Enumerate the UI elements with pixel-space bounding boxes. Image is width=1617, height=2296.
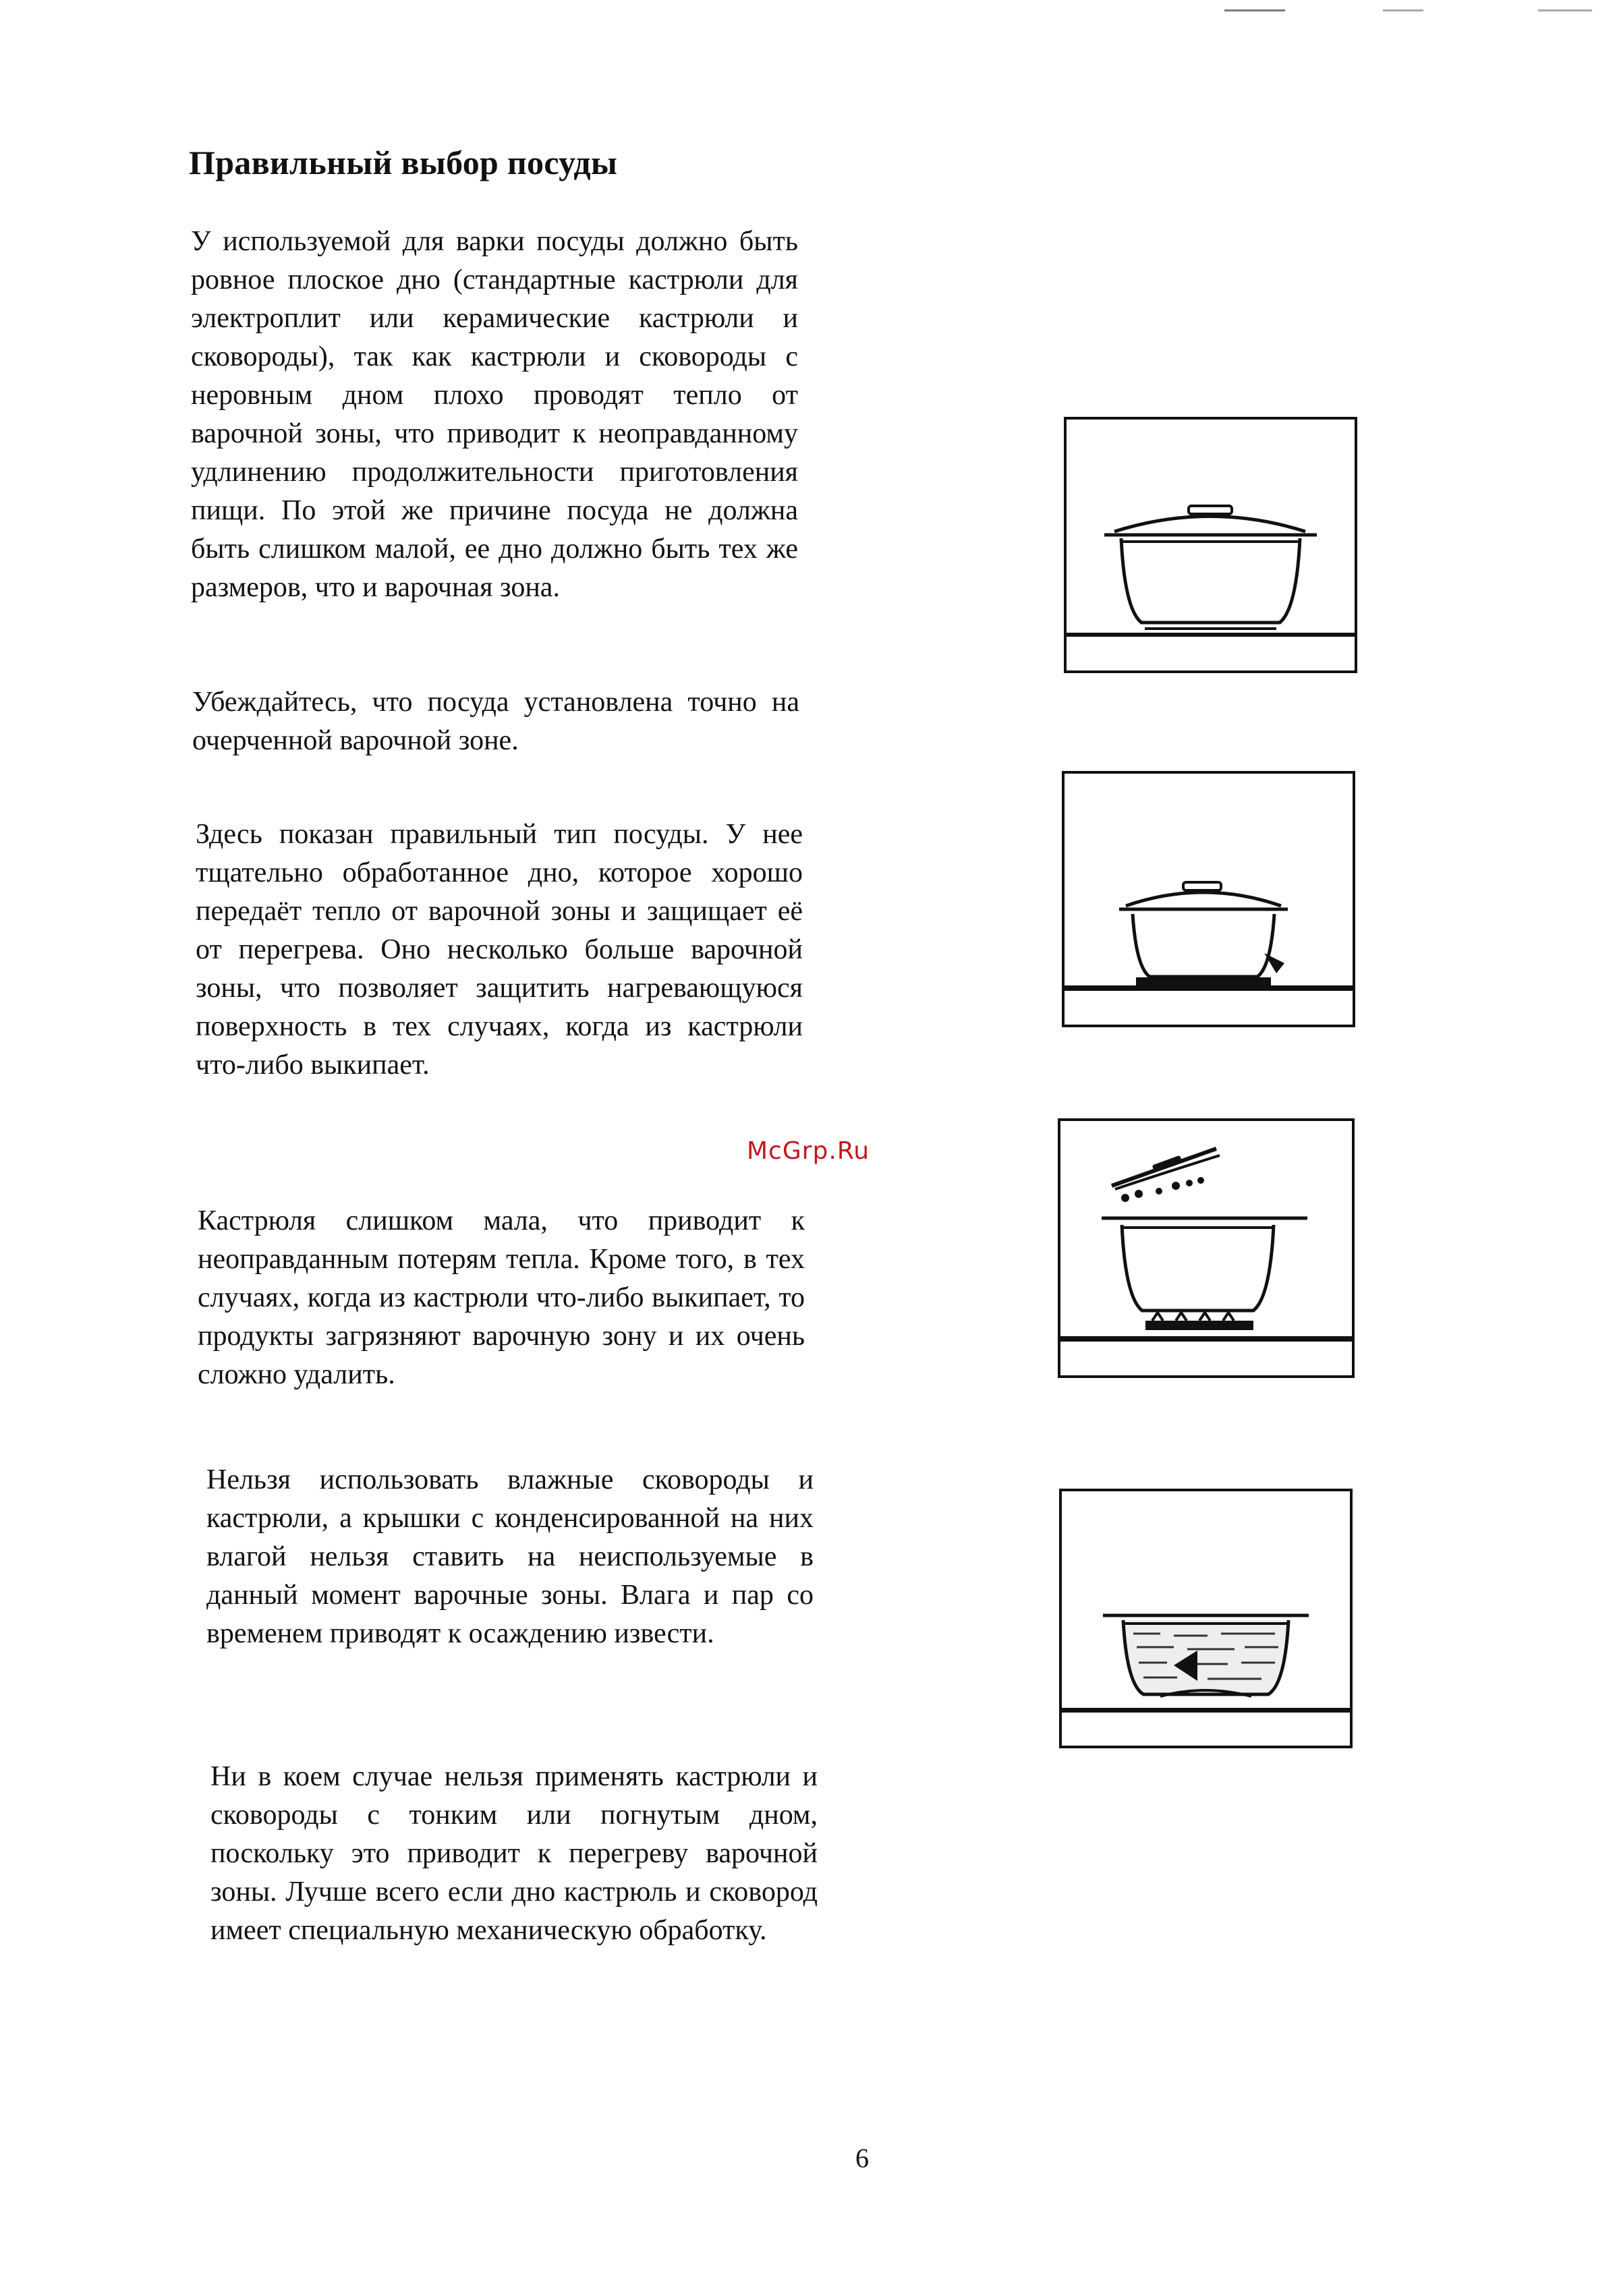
scan-mark (1538, 9, 1592, 11)
pot-correct-illustration (1064, 417, 1357, 673)
paragraph-flat-bottom: У используемой для варки посуды должно быть ровное плоское дно (стандартные кастрюли для электроплит или керамические кастрюли и сковороды), так как кастрюли и сковороды с неровным дном плохо проводят тепло от варочной зоны, что приводит к неоправданному удлинению продолжительности приготовления пищи. По этой же причине посуда не должна быть слишком малой, ее дно должно быть тех же размеров, что и варочная зона. (191, 226, 798, 603)
pot-wet-illustration (1059, 1489, 1353, 1748)
watermark: McGrp.Ru (747, 1137, 870, 1165)
pot-too-small-illustration (1058, 1118, 1355, 1378)
paragraph-wet-cookware: Нельзя использовать влажные сковороды и кастрюли, а крышки с конденсированной на них влагой нельзя ставить на неиспользуемые в данный момент варочные зоны. Влага и пар со временем приводят к осаждению извести. (206, 1464, 814, 1649)
scan-mark (1224, 9, 1285, 11)
paragraph-correct-type: Здесь показан правильный тип посуды. У нее тщательно обработанное дно, которое хорошо передаёт тепло от варочной зоны и защищает её от перегрева. Оно несколько больше варочной зоны, что позволяет защитить нагревающуюся поверхность в тех случаях, когда из кастрюли что-либо выкипает. (196, 819, 803, 1081)
paragraph-placement: Убеждайтесь, что посуда установлена точно на очерченной варочной зоне. (192, 687, 799, 756)
pot-proper-type-illustration (1062, 771, 1355, 1027)
scan-mark (1383, 9, 1423, 11)
page-title: Правильный выбор посуды (189, 144, 618, 181)
page-number: 6 (855, 2143, 869, 2173)
paragraph-thin-bottom: Ни в коем случае нельзя применять кастрюли и сковороды с тонким или погнутым дном, поскольку это приводит к перегреву варочной зоны. Лучше всего если дно кастрюль и сковород имеет специальную механическую обработку. (210, 1761, 818, 1946)
paragraph-too-small: Кастрюля слишком мала, что приводит к неоправданным потерям тепла. Кроме того, в тех случаях, когда из кастрюли что-либо выкипает, то продукты загрязняют варочную зону и их очень сложно удалить. (198, 1205, 805, 1390)
